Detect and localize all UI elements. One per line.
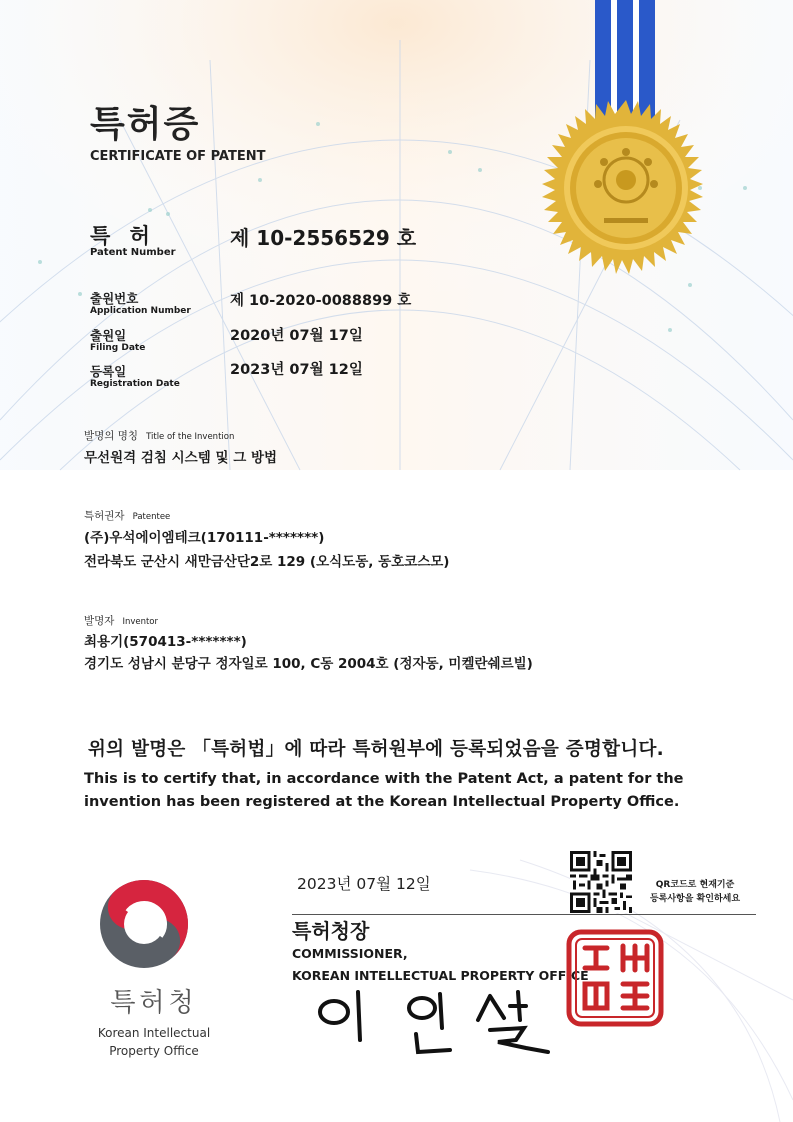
patentee-label: 특허권자: [84, 510, 125, 522]
registration-date-label-en: Registration Date: [90, 379, 180, 389]
invention-section-label: [84, 428, 234, 443]
certification-text-en: This is to certify that, in accordance with the Patent Act, a patent for the invention has been registered at the Korean Intellectual Property Office.: [84, 771, 684, 810]
commissioner-signature: [310, 990, 550, 1060]
invention-title: 무선원격 검침 시스템 및 그 방법: [84, 450, 278, 466]
filing-date-value: 2020년 07월 17일: [230, 328, 363, 344]
qr-code[interactable]: [570, 851, 632, 913]
kipo-name-en-line-1: Korean Intellectual: [97, 1026, 211, 1040]
filing-date-label: 출원일: [90, 328, 127, 343]
commissioner-title-en-2: KOREAN INTELLECTUAL PROPERTY OFFICE: [292, 968, 589, 983]
document-title: 특허증: [90, 104, 201, 145]
patent-number-label: 특 허: [90, 224, 156, 248]
commissioner-title-ko: 특허청장: [292, 919, 370, 943]
patentee-label-en: Patentee: [132, 512, 171, 522]
kipo-logo-icon: [98, 878, 190, 970]
registration-date-value: 2023년 07월 12일: [230, 362, 363, 378]
document-subtitle: CERTIFICATE OF PATENT: [90, 149, 266, 164]
invention-label: 발명의 명칭: [84, 430, 139, 442]
issue-date: 2023년 07월 12일: [297, 875, 431, 893]
patent-number-value: 제 10-2556529 호: [230, 226, 417, 250]
kipo-name-en: [74, 1024, 234, 1060]
inventor-label: 발명자: [84, 615, 115, 627]
official-red-seal: [565, 928, 665, 1028]
registration-date-label: 등록일: [90, 364, 127, 379]
patentee-name: (주)우석에이엠테크(170111-*******): [84, 530, 325, 546]
application-number-label-en: Application Number: [90, 306, 191, 316]
qr-caption-line-1: QR코드로 현재기준: [655, 880, 735, 890]
inventor-address: 경기도 성남시 분당구 정자일로 100, C동 2004호 (정자동, 미켈란쉐르빌): [84, 656, 533, 672]
kipo-name-en-line-2: Property Office: [109, 1044, 199, 1058]
application-number-label: 출원번호: [90, 291, 139, 306]
inventor-name: 최용기(570413-*******): [84, 634, 247, 650]
patent-number-label-en: Patent Number: [90, 247, 176, 258]
inventor-section-label: [84, 613, 158, 628]
qr-caption: [640, 878, 750, 906]
gold-seal-medal: [538, 100, 714, 276]
kipo-name-ko: 특허청: [110, 988, 198, 1018]
patentee-section-label: [84, 508, 170, 523]
inventor-label-en: Inventor: [122, 617, 159, 627]
patentee-address: 전라북도 군산시 새만금산단2로 129 (오식도동, 동호코스모): [84, 554, 450, 570]
invention-label-en: Title of the Invention: [146, 432, 235, 442]
application-number-value: 제 10-2020-0088899 호: [230, 293, 412, 309]
commissioner-title-en-1: COMMISSIONER,: [292, 946, 408, 961]
qr-caption-line-2: 등록사항을 확인하세요: [649, 894, 741, 904]
certification-text-ko: 위의 발명은 「특허법」에 따라 특허원부에 등록되었음을 증명합니다.: [88, 739, 664, 760]
filing-date-label-en: Filing Date: [90, 343, 146, 353]
